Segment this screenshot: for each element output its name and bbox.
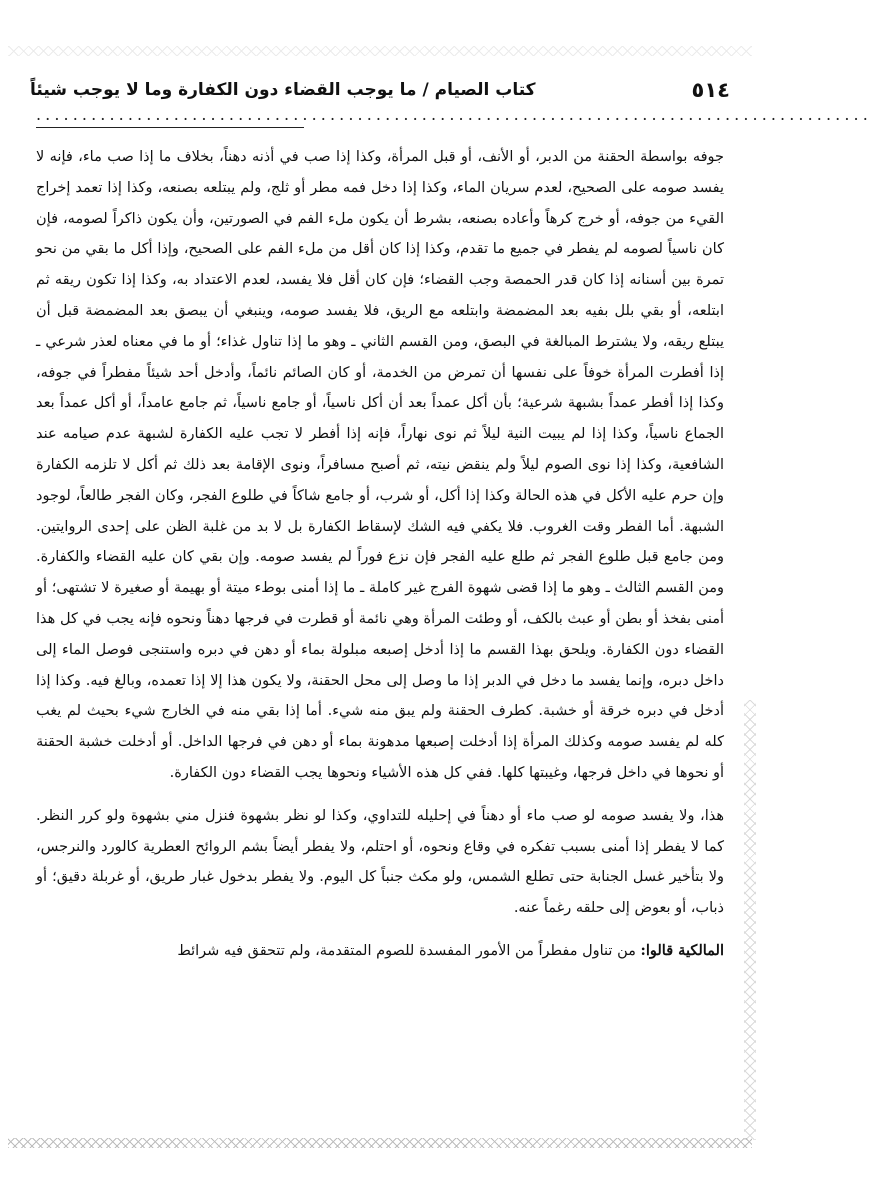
- main-text: [36, 142, 724, 967]
- running-title: كتاب الصيام / ما يوجب القضاء دون الكفارة وما لا يوجب شيئاً: [30, 80, 536, 100]
- separator-rule: [36, 127, 304, 128]
- ornamental-border-bottom: [8, 1138, 752, 1148]
- ornamental-border-right: [744, 700, 756, 1140]
- paragraph-1: جوفه بواسطة الحقنة من الدبر، أو الأنف، أو قبل المرأة، وكذا إذا صب في أذنه دهناً، بخلاف ما إذا صب ماء، فإنه لا يفسد صومه على الصحيح، لعدم سريان الماء، وكذا إذا دخل فمه مطر أو ثلج، ولم يبتلعه بصنعه، وكذا إذا تعمد إخراج القيء من جوفه، أو خرج كرهاً وأعاده بصنعه، بشرط أن يكون ملء الفم في الصورتين، وأن يكون ذاكراً لصومه، فإن كان ناسياً لصومه لم يفطر في جميع ما تقدم، وكذا إذا كان أقل من ملء الفم على الصحيح، وإذا أكل ما بقي من نحو تمرة بين أسنانه إذا كان قدر الحمصة وجب القضاء؛ فإن كان أقل فلا يفسد، لعدم الاعتداد به، وكذا إذا تكون ريقه ثم ابتلعه، أو بقي بلل بفيه بعد المضمضة وابتلعه مع الريق، فلا يفسد صومه، وينبغي أن يبصق بعد المضمضة قبل أن يبتلع ريقه، ولا يشترط المبالغة في البصق، ومن القسم الثاني ـ وهو ما إذا تناول غذاء؛ أو ما في معناه لعذر شرعي ـ إذا أفطرت المرأة خوفاً على نفسها أن تمرض من الخدمة، أو كان الصائم نائماً، وأدخل أحد شيئاً مفطراً في جوفه، وكذا إذا أفطر عمداً بشبهة شرعية؛ بأن أكل عمداً بعد أن أكل ناسياً، أو جامع ناسياً، ثم جامع عامداً، أو أكل عمداً بعد الجماع ناسياً، وكذا إذا لم يبيت النية ليلاً ثم نوى نهاراً، فإنه إذا أفطر لا تجب عليه الكفارة لشبهة عدم صيامه عند الشافعية، وكذا إذا نوى الصوم ليلاً ولم ينقض نيته، ثم أصبح مسافراً، ونوى الإقامة بعد ذلك ثم أكل لا تلزمه الكفارة وإن حرم عليه الأكل في هذه الحالة وكذا إذا أكل، أو شرب، أو جامع شاكاً في طلوع الفجر، وكان الفجر طالعاً، لوجود الشبهة. أما الفطر وقت الغروب. فلا يكفي فيه الشك لإسقاط الكفارة بل لا بد من غلبة الظن على إحدى الروايتين. ومن جامع قبل طلوع الفجر ثم طلع عليه الفجر فإن نزع فوراً لم يفسد صومه. وإن بقي كان عليه القضاء والكفارة. ومن القسم الثالث ـ وهو ما إذا قضى شهوة الفرج غير كاملة ـ ما إذا أمنى بوطء ميتة أو بهيمة أو صغيرة لا تشتهى؛ أو أمنى بفخذ أو بطن أو عبث بالكف، أو وطئت المرأة وهي نائمة أو قطرت في فرجها دهناً ونحوه فإنه يجب في كل هذا القضاء دون الكفارة. ويلحق بهذا القسم ما إذا أدخل إصبعه مبلولة بماء أو دهن في دبره واستنجى فوصل الماء إلى داخل دبره، وإنما يفسد ما دخل في الدبر إذا ما وصل إلى محل الحقنة، ولا يكون هذا إلا إذا تعمده، وبالغ فيه. وكذا إذا أدخل في دبره خرقة أو خشبة. كطرف الحقنة ولم يبق منه شيء. أما إذا بقي منه في الخارج شيء بحيث لم يغب كله لم يفسد صومه وكذلك المرأة إذا أدخلت إصبعها مدهونة بماء أو دهن في فرجها الداخل. أو أدخلت خشبة الحقنة أو نحوها في داخل فرجها، وغيبتها كلها. ففي كل هذه الأشياء ونحوها يجب القضاء دون الكفارة.: [36, 149, 724, 781]
- school-label-maliki: المالكية قالوا:: [640, 941, 724, 959]
- paragraph-3-text: من تناول مفطراً من الأمور المفسدة للصوم المتقدمة، ولم تتحقق فيه شرائط: [177, 942, 641, 959]
- paragraph-3: [36, 936, 724, 967]
- dotted-separator: ...........................................................................................: [36, 105, 872, 124]
- page-number: ٥١٤: [691, 78, 730, 102]
- paragraph-2: هذا، ولا يفسد صومه لو صب ماء أو دهناً في إحليله للتداوي، وكذا لو نظر بشهوة فنزل مني بشهوة ولو كرر النظر. كما لا يفطر إذا أمنى بسبب تفكره في وقاع ونحوه، أو احتلم، ولا يفطر أيضاً بشم الروائح العطرية كالورد والنرجس، ولا بتأخير غسل الجنابة حتى تطلع الشمس، ولو مكث جنباً كل اليوم. ولا يفطر بدخول غبار طريق، أو غربلة دقيق؛ أو ذباب، أو بعوض إلى حلقه رغماً عنه.: [36, 807, 724, 917]
- ornamental-border-top: [8, 46, 752, 56]
